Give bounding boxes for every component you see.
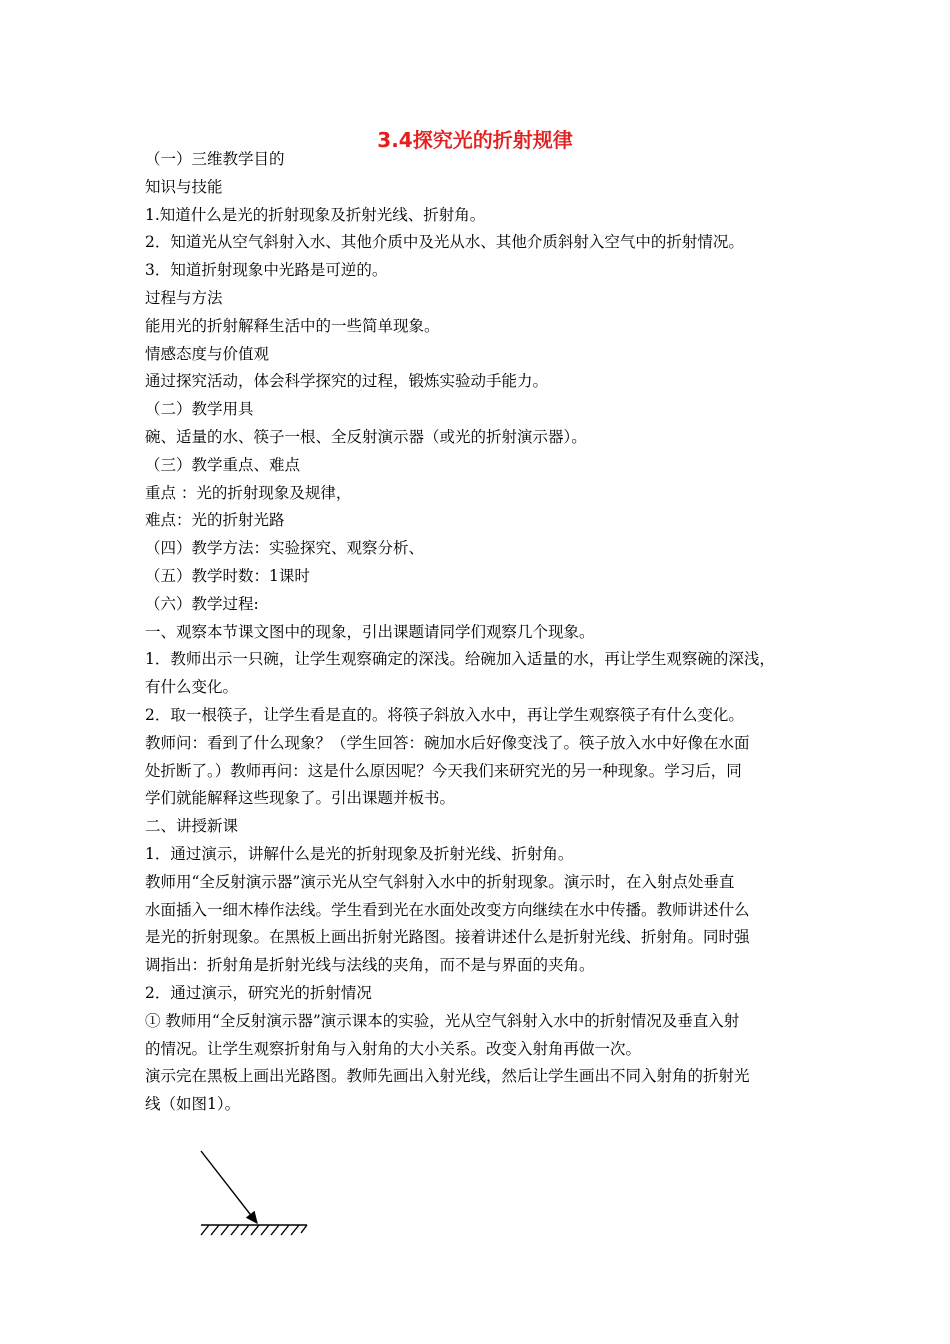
paragraph-line: （二）教学用具: [145, 400, 254, 419]
page-title: 3.4探究光的折射规律: [377, 128, 573, 152]
paragraph-line: 线（如图1）。: [145, 1095, 241, 1114]
paragraph-line: 二、讲授新课: [145, 817, 239, 836]
paragraph-line: （一）三维教学目的: [145, 150, 285, 168]
paragraph-line: （六）教学过程:: [145, 594, 259, 613]
paragraph-line: 2．通过演示，研究光的折射情况: [145, 983, 372, 1002]
paragraph-line: 处折断了。）教师再问：这是什么原因呢？今天我们来研究光的另一种现象。学习后，同: [145, 761, 742, 780]
paragraph-line: 难点：光的折射光路: [145, 511, 285, 530]
paragraph-line: 2．知道光从空气斜射入水、其他介质中及光从水、其他介质斜射入空气中的折射情况。: [145, 233, 744, 252]
paragraph-line: 调指出：折射角是折射光线与法线的夹角，而不是与界面的夹角。: [145, 956, 595, 975]
paragraph-line: 1．通过演示，讲解什么是光的折射现象及折射光线、折射角。: [145, 844, 574, 863]
paragraph-line: 有什么变化。: [145, 678, 239, 697]
paragraph-line: 1.知道什么是光的折射现象及折射光线、折射角。: [145, 205, 486, 224]
paragraph-line: 教师问：看到了什么现象？（学生回答：碗加水后好像变浅了。筷子放入水中好像在水面: [145, 733, 750, 752]
paragraph-line: 过程与方法: [145, 288, 223, 307]
paragraph-line: 情感态度与价值观: [145, 344, 270, 363]
paragraph-line: 1．教师出示一只碗，让学生观察确定的深浅。给碗加入适量的水，再让学生观察碗的深浅，: [145, 650, 775, 669]
paragraph-line: （三）教学重点、难点: [145, 455, 301, 474]
paragraph-line: 的情况。让学生观察折射角与入射角的大小关系。改变入射角再做一次。: [145, 1039, 642, 1058]
paragraph-line: 是光的折射现象。在黑板上画出折射光路图。接着讲述什么是折射光线、折射角。同时强: [145, 928, 750, 947]
paragraph-line: 能用光的折射解释生活中的一些简单现象。: [145, 316, 440, 335]
paragraph-line: 教师用“全反射演示器”演示光从空气斜射入水中的折射现象。演示时，在入射点处垂直: [145, 872, 735, 891]
document-body: [145, 146, 815, 1119]
interface-surface: [201, 1225, 307, 1235]
paragraph-line: （五）教学时数：1课时: [145, 566, 310, 585]
paragraph-line: （四）教学方法：实验探究、观察分析、: [145, 539, 425, 558]
paragraph-line: 一、观察本节课文图中的现象，引出课题请同学们观察几个现象。: [145, 622, 595, 641]
paragraph-line: 碗、适量的水、筷子一根、全反射演示器（或光的折射演示器）。: [145, 427, 587, 446]
paragraph-line: 水面插入一细木棒作法线。学生看到光在水面处改变方向继续在水中传播。教师讲述什么: [145, 900, 750, 919]
paragraph-line: 通过探究活动，体会科学探究的过程，锻炼实验动手能力。: [145, 372, 549, 391]
paragraph-line: 3．知道折射现象中光路是可逆的。: [145, 261, 388, 280]
paragraph-line: 知识与技能: [145, 177, 223, 196]
incident-ray-diagram-icon: [195, 1145, 315, 1249]
incident-ray: [201, 1151, 257, 1223]
paragraph-line: 重点 ：光的折射现象及规律，: [145, 483, 352, 502]
paragraph-line: 学们就能解释这些现象了。引出课题并板书。: [145, 789, 456, 808]
paragraph-line: 2．取一根筷子，让学生看是直的。将筷子斜放入水中，再让学生观察筷子有什么变化。: [145, 705, 744, 724]
paragraph-line: 演示完在黑板上画出光路图。教师先画出入射光线，然后让学生画出不同入射角的折射光: [145, 1067, 750, 1086]
paragraph-line: ① 教师用“全反射演示器”演示课本的实验，光从空气斜射入水中的折射情况及垂直入射: [145, 1011, 740, 1030]
